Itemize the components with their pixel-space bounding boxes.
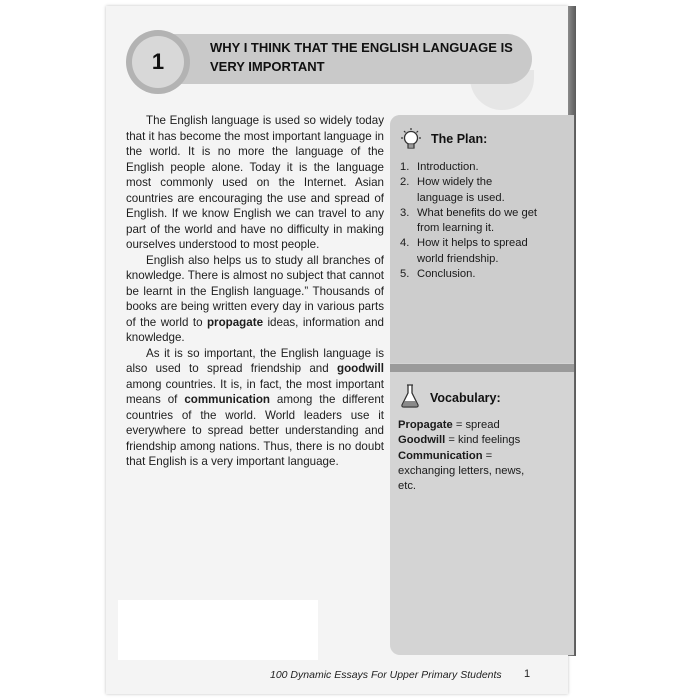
blank-area: [118, 600, 318, 660]
essay-title: [210, 38, 520, 76]
flask-icon: [399, 383, 421, 409]
plan-item: 3. What benefits do we get from learning it.: [400, 206, 538, 235]
plan-heading: The Plan:: [431, 132, 488, 146]
vocabulary-heading: Vocabulary:: [430, 391, 501, 405]
paragraph-3-text-b: among countries. It is, in fact, the most important means of: [126, 377, 384, 406]
vocabulary-list: [398, 418, 538, 494]
vocabulary-entry: Communication = exchanging letters, news, etc.: [398, 449, 525, 493]
plan-item: 1. Introduction.: [400, 161, 479, 173]
chapter-number: 1: [132, 36, 184, 88]
plan-item: 4. How it helps to spread world friendship.: [400, 237, 528, 265]
page-number: 1: [524, 668, 531, 680]
paragraph-2-text-a: English also helps us to study all branches of knowledge. There is almost no subject that cannot be learnt in the English language.” Thousands of books are being written every day in various parts of the world to: [126, 253, 384, 329]
essay-body: [126, 113, 384, 470]
paragraph-2-text-b: ideas, information and knowledge.: [126, 315, 385, 344]
plan-list: [400, 160, 540, 282]
keyword-propagate: propagate: [206, 315, 264, 329]
paragraph-1: The English language is used so widely today that it has become the most important language in the world. It is no more the language of the English people alone. Today it is the language most commonly used on the Internet. Asian countries are encouraging the use and spread of English. If we know English we can travel to any part of the world and have no difficulty in making ourselves understood to most people.: [126, 114, 384, 251]
keyword-goodwill: goodwill: [336, 362, 384, 375]
plan-item: 2. How widely the language is used.: [400, 176, 505, 204]
paragraph-3: [126, 346, 384, 470]
panel-divider: [390, 364, 574, 372]
essay-title-line2: VERY IMPORTANT: [210, 59, 325, 74]
plan-item: 5. Conclusion.: [400, 268, 476, 281]
paragraph-2: [126, 253, 384, 346]
vocabulary-entry: Goodwill = kind feelings: [398, 434, 521, 447]
light-bulb-icon: [398, 127, 424, 153]
vocabulary-entry: Propagate = spread: [398, 419, 500, 431]
paragraph-3-text-c: among the different countries of the world. World leaders use it everywhere to spread better understanding and friendship among nations. Thus, there is no doubt that English is a very important language.: [126, 393, 384, 468]
essay-title-line1: WHY I THINK THAT THE ENGLISH LANGUAGE IS: [210, 40, 513, 55]
paragraph-3-text-a: As it is so important, the English language is also used to spread friendship and: [126, 346, 384, 375]
keyword-communication: communication: [184, 393, 270, 406]
footer-book-title: 100 Dynamic Essays For Upper Primary Students: [270, 669, 502, 681]
